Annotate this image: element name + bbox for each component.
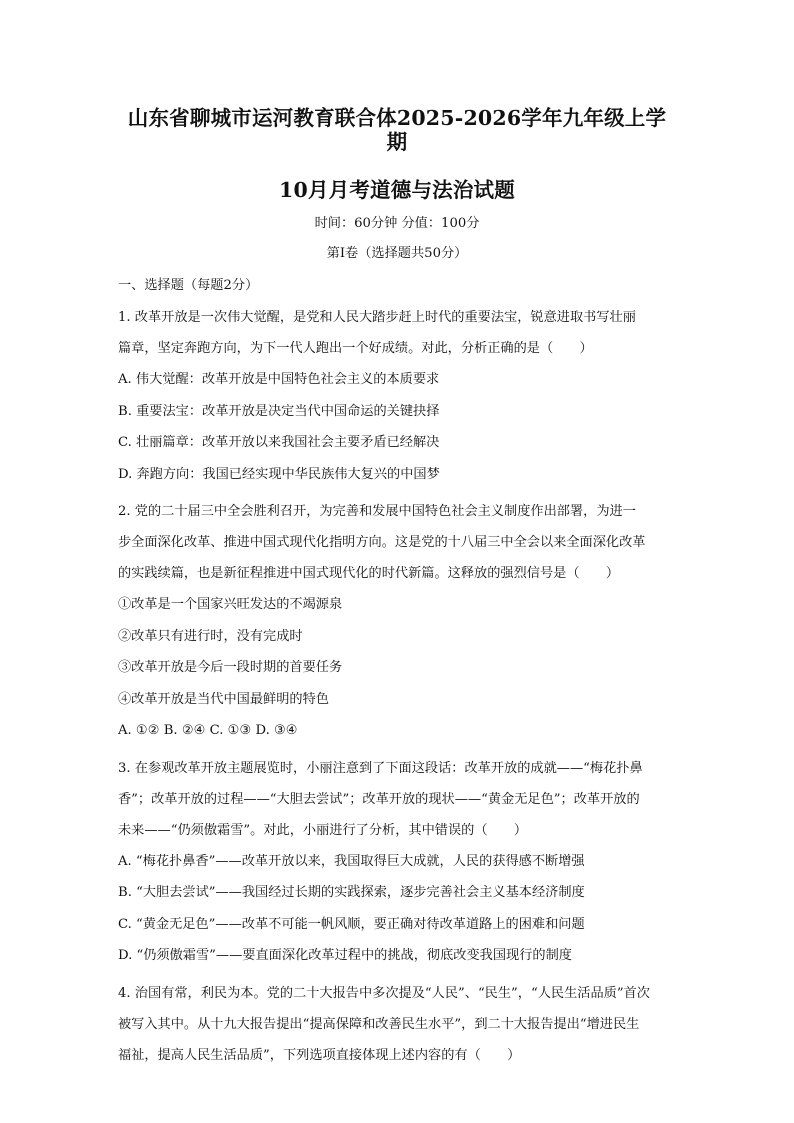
exam-title-line2: 10月月考道德与法治试题 <box>279 178 515 202</box>
question-option: D. “仍须傲霜雪”——要直面深化改革过程中的挑战，彻底改变我国现行的制度 <box>118 948 572 963</box>
question-stem-line: 步全面深化改革、推进中国式现代化指明方向。这是党的十八届三中全会以来全面深化改革 <box>118 535 646 550</box>
question-option: C. “黄金无足色”——改革不可能一帆风顺，要正确对待改革道路上的困难和问题 <box>118 916 585 932</box>
question-3 <box>118 753 676 972</box>
question-option: A. 伟大觉醒：改革开放是中国特色社会主义的本质要求 <box>118 372 440 387</box>
question-stem-line: 3. 在参观改革开放主题展览时，小丽注意到了下面这段话：改革开放的成就——“梅花扑鼻 <box>118 760 643 776</box>
question-stem-line: 未来——“仍须傲霜雪”。对此，小丽进行了分析，其中错误的（ ） <box>118 822 528 838</box>
question-option: ②改革只有进行时，没有完成时 <box>118 628 303 644</box>
question-4 <box>118 978 676 1071</box>
question-option: A. ①② B. ②④ C. ①③ D. ③④ <box>118 723 298 738</box>
question-option: B. 重要法宝：改革开放是决定当代中国命运的关键抉择 <box>118 403 440 419</box>
question-list <box>118 302 676 1071</box>
volume-heading: 第Ⅰ卷（选择题共50分） <box>326 246 468 261</box>
exam-title-line1: 山东省聊城市运河教育联合体2025-2026学年九年级上学期 <box>127 106 667 154</box>
question-2 <box>118 496 676 747</box>
question-option: D. 奔跑方向：我国已经实现中华民族伟大复兴的中国梦 <box>118 466 440 482</box>
question-option: A. “梅花扑鼻香”——改革开放以来，我国取得巨大成就，人民的获得感不断增强 <box>118 853 585 869</box>
question-stem-line: 1. 改革开放是一次伟大觉醒，是党和人民大踏步赶上时代的重要法宝，锐意进取书写壮丽 <box>118 310 636 325</box>
section-heading: 一、选择题（每题2分） <box>118 278 259 293</box>
question-stem-line: 4. 治国有常，利民为本。党的二十大报告中多次提及“人民”、“民生”，“人民生活品质”首次 <box>118 985 650 1001</box>
question-option: ①改革是一个国家兴旺发达的不竭源泉 <box>118 597 343 612</box>
question-stem-line: 被写入其中。从十九大报告提出“提高保障和改善民生水平”，到二十大报告提出“增进民生 <box>118 1016 640 1032</box>
question-stem-line: 篇章，坚定奔跑方向，为下一代人跑出一个好成绩。对此，分析正确的是（ ） <box>118 341 593 356</box>
question-stem-line: 福祉，提高人民生活品质”，下列选项直接体现上述内容的有（ ） <box>118 1047 521 1063</box>
question-stem-line: 的实践续篇，也是新征程推进中国式现代化的时代新篇。这释放的强烈信号是（ ） <box>118 566 620 581</box>
question-option: ④改革开放是当代中国最鲜明的特色 <box>118 691 329 707</box>
question-stem-line: 香”；改革开放的过程——“大胆去尝试”；改革开放的现状——“黄金无足色”；改革开放的 <box>118 791 640 807</box>
time-score-info: 时间：60分钟 分值：100分 <box>314 216 480 231</box>
question-option: B. “大胆去尝试”——我国经过长期的实践探索，逐步完善社会主义基本经济制度 <box>118 885 585 900</box>
question-option: C. 壮丽篇章：改革开放以来我国社会主要矛盾已经解决 <box>118 435 440 450</box>
question-option: ③改革开放是今后一段时期的首要任务 <box>118 660 343 675</box>
question-stem-line: 2. 党的二十届三中全会胜利召开，为完善和发展中国特色社会主义制度作出部署，为进一 <box>118 504 636 519</box>
question-1 <box>118 302 676 490</box>
